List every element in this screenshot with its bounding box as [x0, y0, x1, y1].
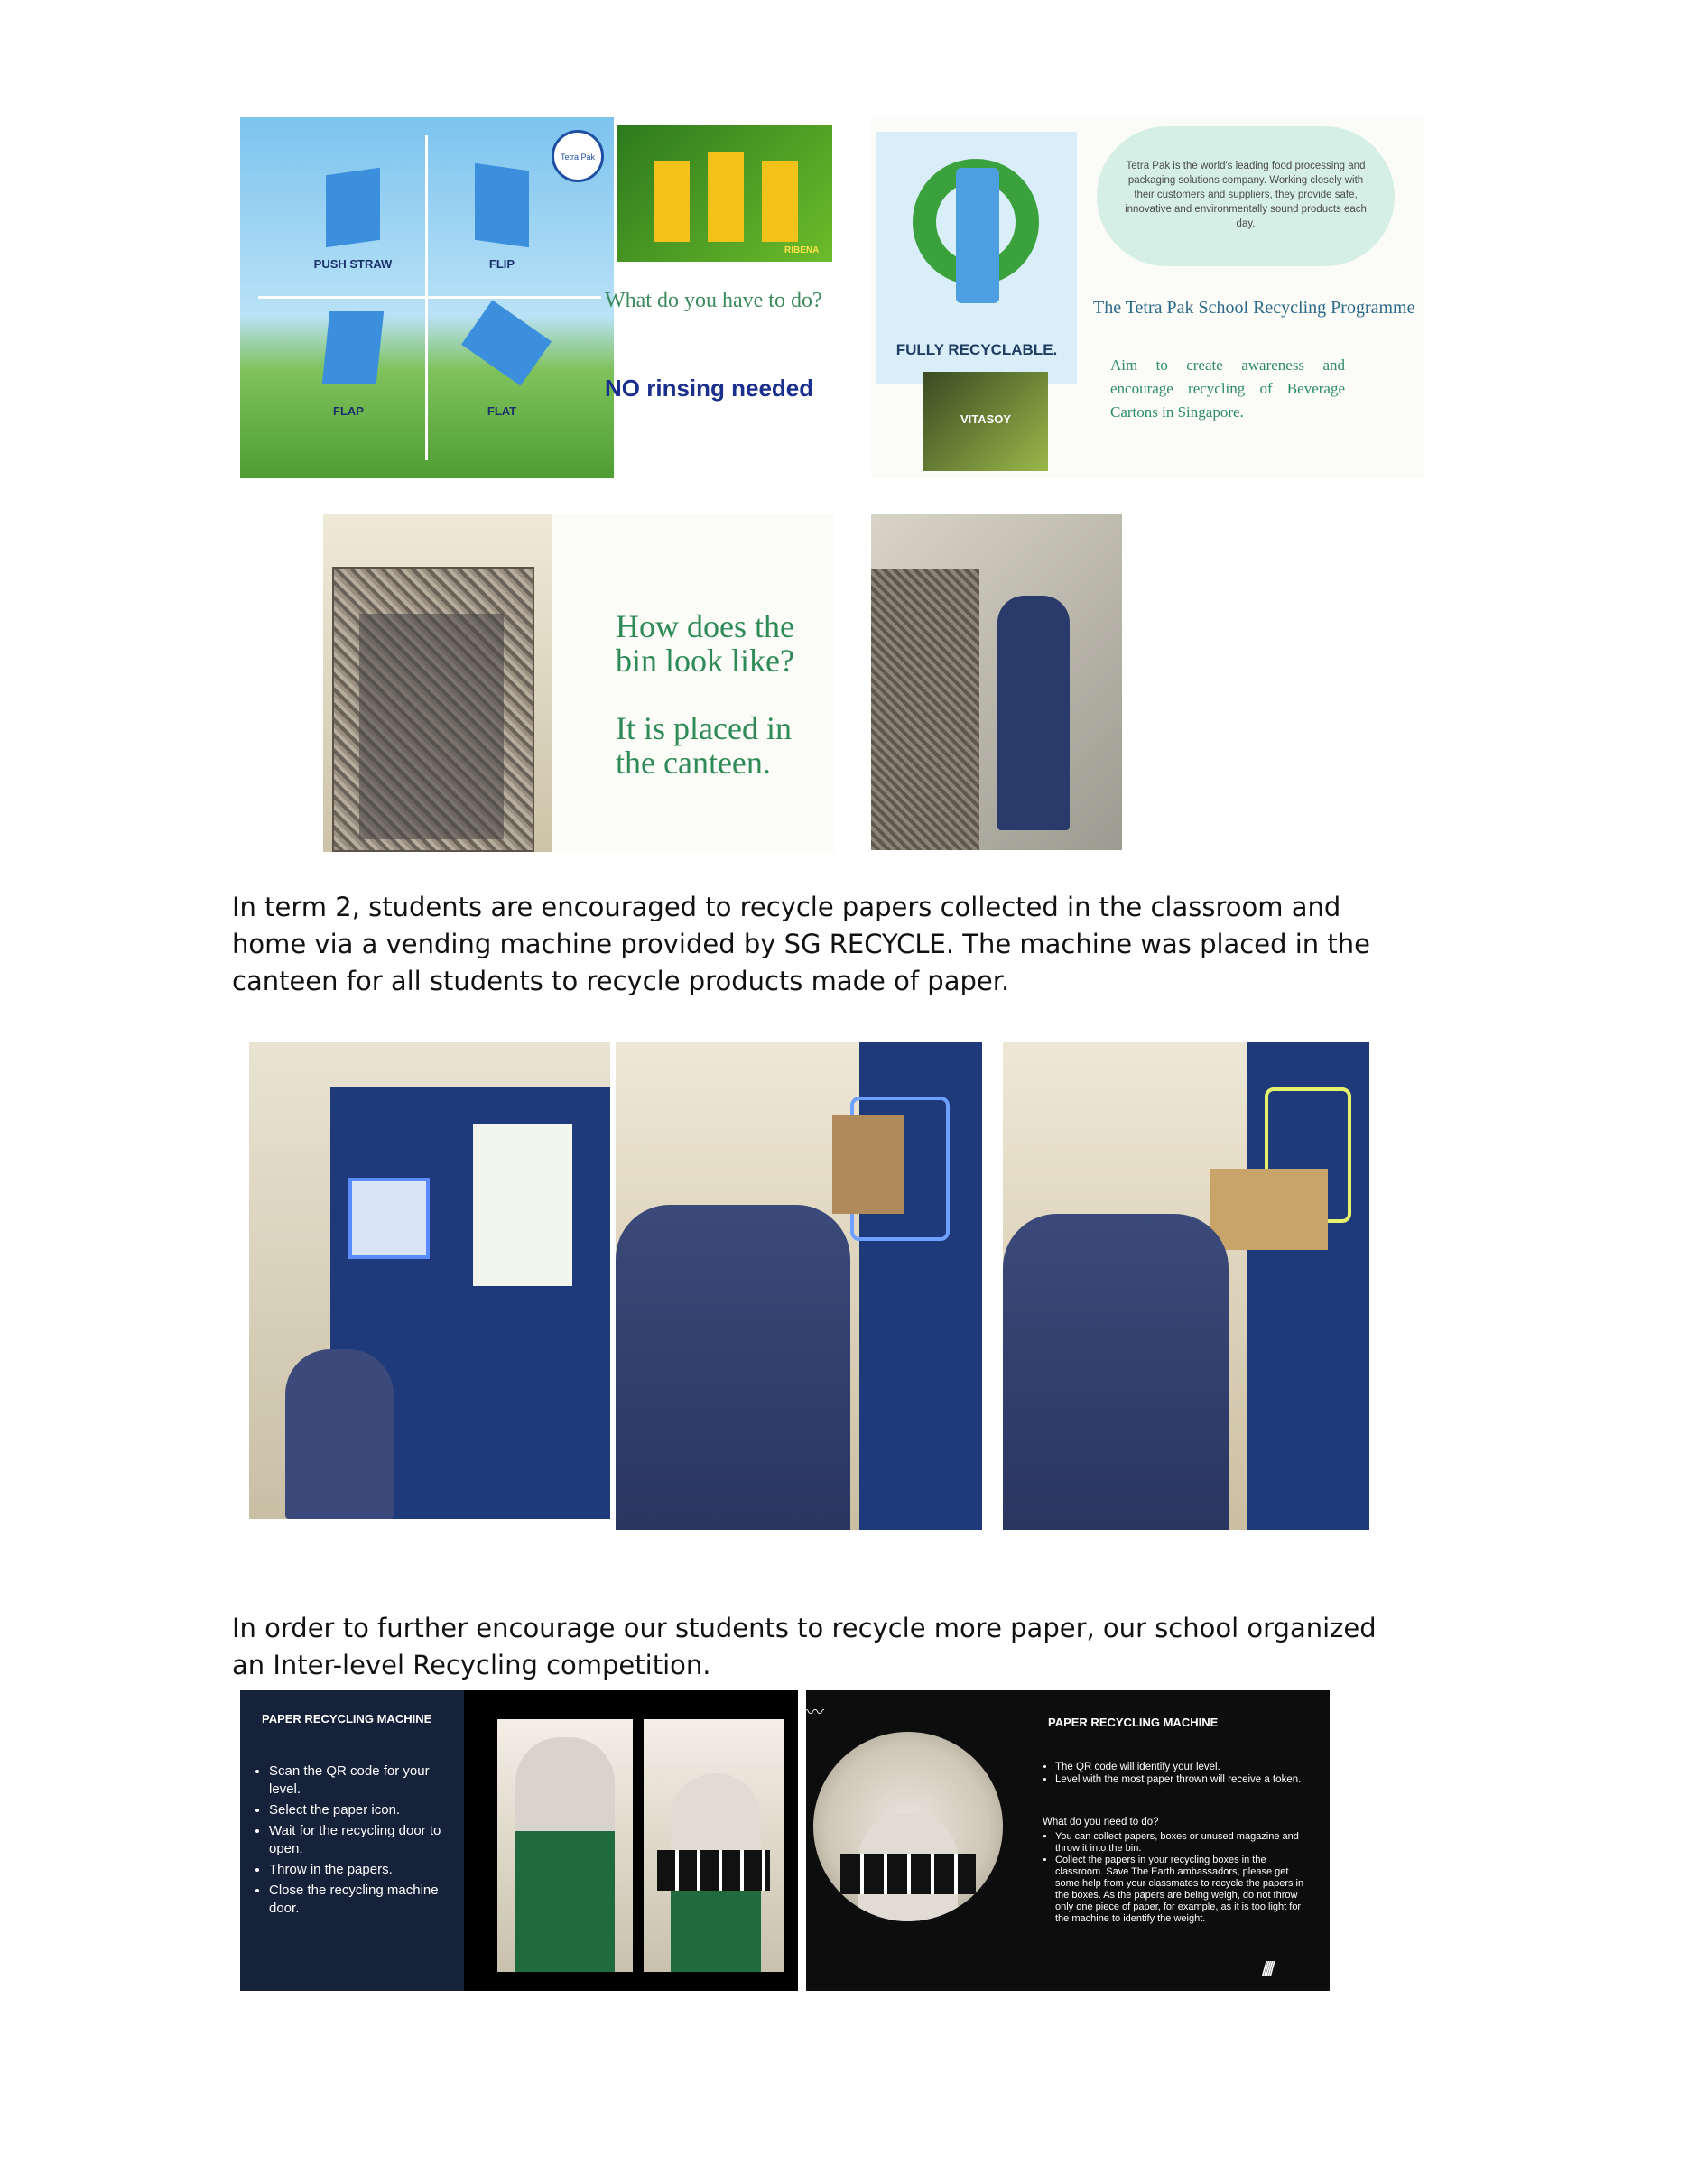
zigzag-decoration: 〰 — [806, 1703, 822, 1721]
slide-title: PAPER RECYCLING MACHINE — [1048, 1716, 1219, 1729]
carton-icon — [475, 163, 529, 247]
slash-decoration: ///// — [1262, 1957, 1272, 1980]
step-label-push-straw: PUSH STRAW — [313, 257, 393, 271]
step-label-flap: FLAP — [333, 404, 364, 418]
machine-slide-steps — [240, 1690, 798, 1991]
slide-title: PAPER RECYCLING MACHINE — [262, 1712, 432, 1726]
screen-glow — [348, 1178, 430, 1259]
carton-mascot — [956, 168, 999, 303]
student-figure — [997, 596, 1070, 830]
no-rinsing-text: NO rinsing needed — [605, 375, 814, 402]
todo-list — [1043, 1831, 1313, 1925]
mascot-illustration — [876, 132, 1077, 384]
qr-cards — [840, 1854, 976, 1894]
carton-icon — [708, 152, 744, 242]
paragraph-term2: In term 2, students are encouraged to recycle papers collected in the classroom and home via a vending machine provided by SG RECYCLE. The machine was placed in the canteen for all students to recycle products made of paper. — [232, 892, 1370, 996]
todo-item: • You can collect papers, boxes or unused magazine and throw it into the bin. — [1055, 1831, 1313, 1855]
paragraph-competition: In order to further encourage our students to recycle more paper, our school organized an Inter-level Recycling competition. — [232, 1613, 1377, 1680]
vending-machine-photo-2 — [616, 1042, 982, 1530]
carton-icon — [322, 311, 384, 384]
intro-bubble: Tetra Pak is the world's leading food processing and packaging solutions company. Working closely with their customers and suppliers, they provide safe, innovative and environmentally sound products each day. — [1097, 126, 1395, 266]
qr-cards — [657, 1850, 770, 1891]
info-item: • Level with the most paper thrown will receive a token. — [1055, 1773, 1313, 1786]
cardboard-box — [1210, 1169, 1328, 1250]
bin-location: It is placed in the canteen. — [616, 711, 792, 780]
step-label-flip: FLIP — [488, 257, 515, 271]
todo-question: What do you need to do? — [1043, 1817, 1159, 1828]
info-bullets — [1043, 1761, 1313, 1786]
carton-icon — [654, 161, 690, 242]
todo-item: • Collect the papers in your recycling boxes in the classroom. Save The Earth ambassadors, please get some help from your classmates to recycle the papers in the boxes. As the papers are being weigh, do not throw only one piece of paper, for example, as it is too light for the machine to identify the weight. — [1055, 1855, 1313, 1925]
juice-brand: RIBENA — [784, 245, 820, 255]
students-group — [616, 1205, 850, 1530]
carton-icon — [762, 161, 798, 242]
tetra-pak-logo: Tetra Pak — [552, 130, 604, 182]
carton-icon — [461, 300, 552, 385]
teacher-figure — [515, 1737, 615, 1972]
machine-slide-info — [806, 1690, 1330, 1991]
student-at-bin-photo — [871, 514, 1122, 850]
vending-machine-photo-1 — [249, 1042, 610, 1519]
aim-text: Aim to create awareness and encourage recycling of Beverage Cartons in Singapore. — [1110, 356, 1345, 421]
tetra-slide-programme — [871, 117, 1424, 478]
juice-cartons-photo — [617, 125, 832, 262]
info-item: • The QR code will identify your level. — [1055, 1761, 1313, 1773]
fully-recyclable-label: FULLY RECYCLABLE. — [895, 341, 1058, 358]
steps-panel — [240, 1690, 464, 1991]
step-item: • Throw in the papers. — [269, 1861, 457, 1879]
poster — [473, 1124, 572, 1286]
bin-cabinet — [871, 569, 979, 850]
carton-icon — [326, 168, 380, 247]
programme-title: The Tetra Pak School Recycling Programme — [1093, 298, 1415, 318]
vending-machine-photo-3 — [1003, 1042, 1369, 1530]
carton-label: VITASOY — [960, 412, 1012, 426]
steps-list — [240, 1763, 457, 1918]
tetra-slide-how-to — [240, 117, 834, 478]
cardboard-box — [832, 1115, 904, 1214]
students-group — [1003, 1214, 1229, 1530]
teacher-circle-photo — [813, 1732, 1003, 1921]
bin-glass-window — [359, 614, 504, 839]
student-figure — [285, 1349, 394, 1519]
step-item: • Close the recycling machine door. — [269, 1882, 457, 1918]
divider-horizontal — [258, 296, 601, 299]
recycling-bin-photo — [323, 514, 552, 852]
teacher-photo-2 — [644, 1719, 784, 1972]
question-text: What do you have to do? — [605, 289, 822, 312]
step-item: • Select the paper icon. — [269, 1801, 457, 1819]
step-item: • Wait for the recycling door to open. — [269, 1822, 457, 1858]
folding-steps-illustration — [240, 117, 614, 478]
teacher-photo-1 — [497, 1719, 633, 1972]
vitasoy-cartons-photo — [923, 372, 1048, 471]
bin-question: How does the bin look like? — [616, 609, 794, 678]
bin-slide — [323, 514, 834, 852]
step-item: • Scan the QR code for your level. — [269, 1763, 457, 1799]
step-label-flat: FLAT — [487, 404, 517, 418]
